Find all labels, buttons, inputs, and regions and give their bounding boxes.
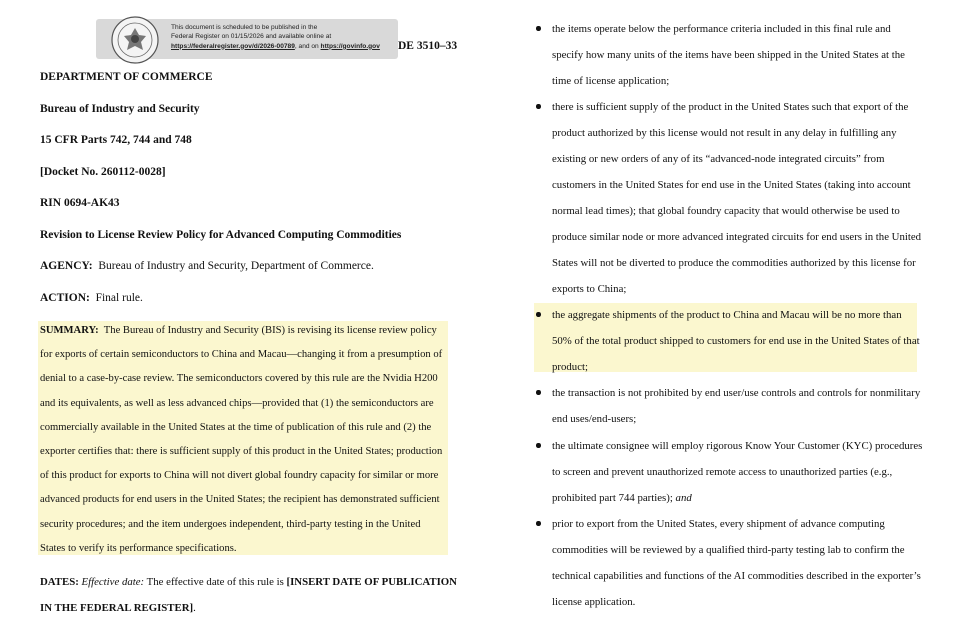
bullet-text: the items operate below the performance criteria included in this final rule and specify how many units of the items have been shipped in the United States at the time of license application; <box>552 23 905 87</box>
docket-heading: [Docket No. 260112-0028] <box>40 166 166 178</box>
agency-text: Bureau of Industry and Security, Department of Commerce. <box>98 260 374 272</box>
action-label: ACTION: <box>40 292 90 304</box>
bullet-text: the ultimate consignee will employ rigorous Know Your Customer (KYC) procedures to screen and prevent unauthorized remote access to unauthorized parties (e.g., prohibited part 744 parties); <box>552 440 923 504</box>
bullet-suffix: and <box>675 492 692 504</box>
department-seal-icon <box>110 15 160 65</box>
bullet-text: the aggregate shipments of the product to China and Macau will be no more than 50% of the total product shipped to customers for end use in the United States of that product; <box>552 309 920 373</box>
action-line <box>40 292 143 304</box>
bureau-heading: Bureau of Industry and Security <box>40 103 200 115</box>
bullet-dot-icon <box>536 390 541 395</box>
bullet-text: prior to export from the United States, every shipment of advance computing commodities will be reviewed by a qualified third-party testing lab to confirm the technical capabilities and functions of the AI commodities described in the exporter’s license application. <box>552 518 921 608</box>
federalregister-link[interactable]: https://federalregister.gov/d/2026-00789 <box>171 42 295 50</box>
bullet-dot-icon <box>536 443 541 448</box>
dates-end: . <box>193 602 196 614</box>
bullet-dot-icon <box>536 521 541 526</box>
cfr-heading: 15 CFR Parts 742, 744 and 748 <box>40 134 192 146</box>
stamp-mid: , and on <box>294 42 321 50</box>
summary-paragraph <box>40 319 448 561</box>
bullet-text: the transaction is not prohibited by end user/use controls and controls for nonmilitary end uses/end-users; <box>552 387 921 425</box>
billing-code: DE 3510–33 <box>398 40 458 52</box>
action-text: Final rule. <box>95 292 143 304</box>
stamp-line-2: Federal Register on 01/15/2026 and available online at <box>171 33 332 41</box>
summary-text: The Bureau of Industry and Security (BIS) is revising its license review policy for exports of certain semiconductors to China and Macau—changing it from a presumption of denial to a case-by-case review. The semiconductors covered by this rule are the Nvidia H200 and its equivalents, as well as less advanced chips—provided that (1) the semiconductors are commercially available in the United States at the time of publication of this rule and (2) the exporter certifies that: there is sufficient supply of this product in the United States; production of this product for exports to China will not divert global foundry capacity for similar or more advanced products for end users in the United States; the recipient has demonstrated sufficient security procedures; and the item undergoes independent, third-party testing in the United States to verify its performance specifications. <box>40 325 443 554</box>
list-item <box>536 433 924 511</box>
bullet-dot-icon <box>536 26 541 31</box>
list-item <box>536 302 924 380</box>
summary-label: SUMMARY: <box>40 325 99 336</box>
dates-insert: [INSERT DATE OF PUBLICATION IN THE FEDERAL REGISTER] <box>40 576 457 614</box>
list-item <box>536 16 924 94</box>
dates-paragraph <box>40 569 470 621</box>
list-item <box>536 380 924 432</box>
dates-text: The effective date of this rule is <box>146 576 284 588</box>
govinfo-link[interactable]: https://govinfo.gov <box>320 42 380 50</box>
bullet-dot-icon <box>536 312 541 317</box>
effective-date-label: Effective date: <box>81 576 145 588</box>
list-item <box>536 94 924 302</box>
stamp-line-3 <box>171 42 401 51</box>
dates-label: DATES: <box>40 576 79 588</box>
agency-heading: DEPARTMENT OF COMMERCE <box>40 71 213 83</box>
rule-title: Revision to License Review Policy for Advanced Computing Commodities <box>40 229 402 241</box>
bullet-text-wrap <box>552 433 924 511</box>
stamp-text <box>171 23 401 51</box>
bullet-dot-icon <box>536 104 541 109</box>
rin-heading: RIN 0694-AK43 <box>40 197 120 209</box>
bullet-text: there is sufficient supply of the product in the United States such that export of the product authorized by this license would not result in any delay in fulfilling any existing or new orders of any of its “advanced-node integrated circuits” from customers in the United States for end use in the United States (taking into account normal lead times); that global foundry capacity that would otherwise be used to produce similar node or more advanced integrated circuits for end users in the United States will not be diverted to produce the commodities authorized by this license for exports to China; <box>552 101 922 295</box>
agency-line <box>40 260 374 272</box>
stamp-line-1: This document is scheduled to be published in the <box>171 24 318 31</box>
list-item <box>536 511 924 615</box>
agency-label: AGENCY: <box>40 260 93 272</box>
